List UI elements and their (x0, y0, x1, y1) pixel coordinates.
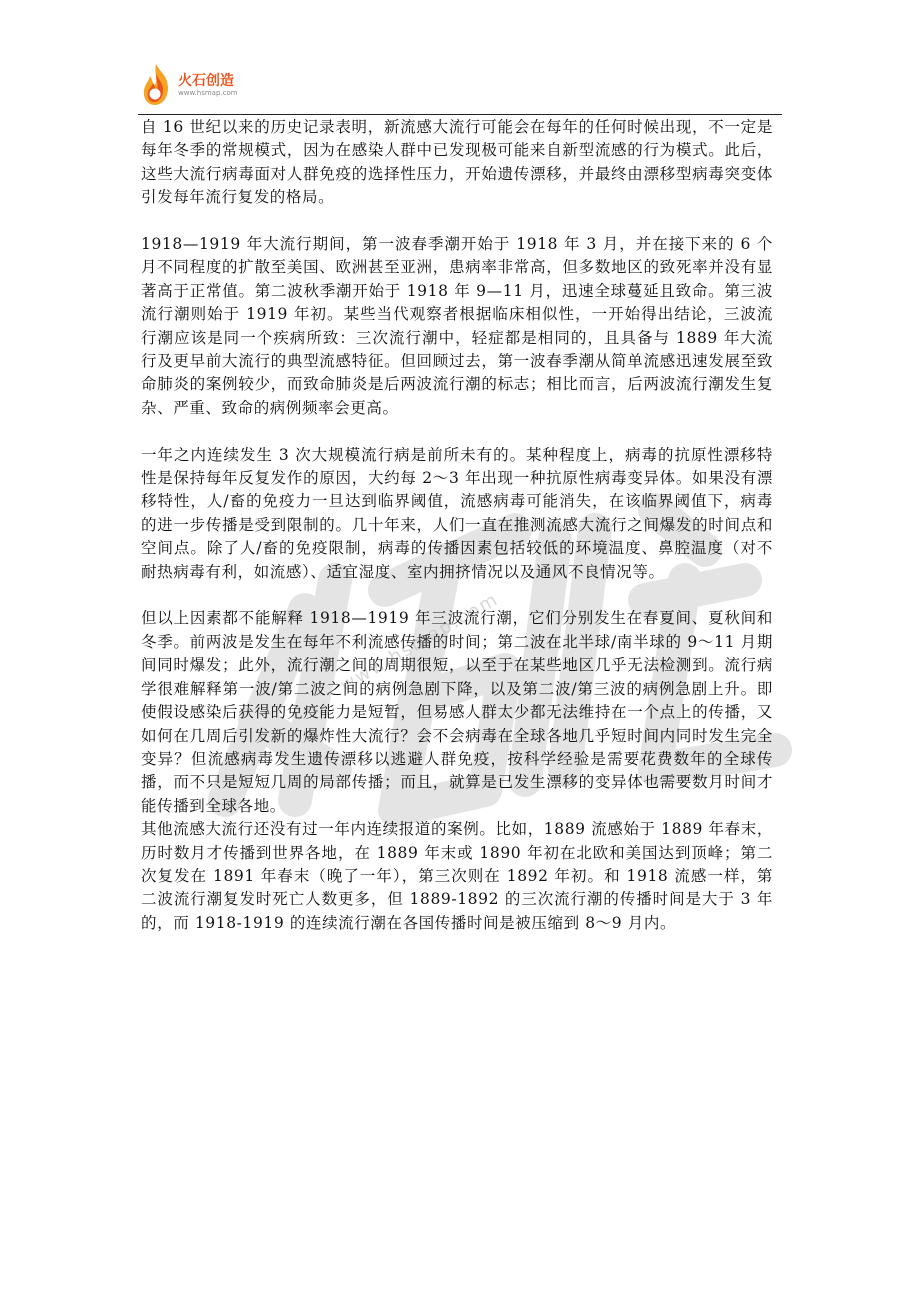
watermark-url: www.hsmap.com (336, 588, 503, 697)
brand-name: 火石创造 (178, 72, 234, 89)
paragraph-gap (141, 584, 773, 607)
paragraph-gap (141, 420, 773, 443)
flame-logo-icon (138, 62, 174, 108)
brand-logo[interactable] (138, 62, 238, 108)
paragraph-5: 其他流感大流行还没有过一年内连续报道的案例。比如，1889 流感始于 1889 年春末，历时数月才传播到世界各地，在 1889 年末或 1890 年初在北欧和美国达到顶峰；第二次复发在 1891 年春末（晚了一年），第三次则在 1892 年初。和 1918 流感一样，第二波流行潮复发时死亡人数更多，但 1889-1892 的三次流行潮的传播时间是大于 3 年的，而 1918-1919 的连续流行潮在各国传播时间是被压缩到 8～9 月内。 (141, 820, 773, 932)
paragraph-1: 自 16 世纪以来的历史记录表明，新流感大流行可能会在每年的任何时候出现，不一定是每年冬季的常规模式，因为在感染人群中已发现极可能来自新型流感的行为模式。此后，这些大流行病毒面对人群免疫的选择性压力，开始遗传漂移，并最终由漂移型病毒突变体引发每年流行复发的格局。 (141, 118, 773, 207)
paragraph-2: 1918—1919 年大流行期间，第一波春季潮开始于 1918 年 3 月，并在接下来的 6 个月不同程度的扩散至美国、欧洲甚至亚洲，患病率非常高，但多数地区的致死率并没有显著高于正常值。第二波秋季潮开始于 1918 年 9—11 月，迅速全球蔓延且致命。第三波流行潮则始于 1919 年初。某些当代观察者根据临床相似性，一开始得出结论，三波流行潮应该是同一个疾病所致：三次流行潮中，轻症都是相同的，且具备与 1889 年大流行及更早前大流行的典型流感特征。但回顾过去，第一波春季潮从简单流感迅速发展至致命肺炎的案例较少，而致命肺炎是后两波流行潮的标志；相比而言，后两波流行潮发生复杂、严重、致命的病例频率会更高。 (141, 235, 773, 417)
brand-url: www.hsmap.com (178, 88, 238, 97)
page-header (138, 62, 782, 114)
document-body (141, 116, 773, 935)
paragraph-3: 一年之内连续发生 3 次大规模流行病是前所未有的。某种程度上，病毒的抗原性漂移特性是保持每年反复发作的原因，大约每 2～3 年出现一种抗原性病毒变异体。如果没有漂移特性，人/畜的免疫力一旦达到临界阈值，流感病毒可能消失，在该临界阈值下，病毒的进一步传播是受到限制的。几十年来，人们一直在推测流感大流行之间爆发的时间点和空间点。除了人/畜的免疫限制，病毒的传播因素包括较低的环境温度、鼻腔温度（对不耐热病毒有利，如流感）、适宜湿度、室内拥挤情况以及通风不良情况等。 (141, 445, 773, 581)
paragraph-gap (141, 210, 773, 233)
header-divider (138, 114, 782, 115)
paragraph-4: 但以上因素都不能解释 1918—1919 年三波流行潮，它们分别发生在春夏间、夏秋间和冬季。前两波是发生在每年不利流感传播的时间；第二波在北半球/南半球的 9～11 月期间同时爆发；此外，流行潮之间的周期很短，以至于在某些地区几乎无法检测到。流行病学很难解释第一波/第二波之间的病例急剧下降，以及第二波/第三波的病例急剧上升。即使假设感染后获得的免疫能力是短暂，但易感人群太少都无法维持在一个点上的传播，又如何在几周后引发新的爆炸性大流行？会不会病毒在全球各地几乎短时间内同时发生完全变异？但流感病毒发生遗传漂移以逃避人群免疫，按科学经验是需要花费数年的全球传播，而不只是短短几周的局部传播；而且，就算是已发生漂移的变异体也需要数月时间才能传播到全球各地。 (141, 609, 773, 815)
